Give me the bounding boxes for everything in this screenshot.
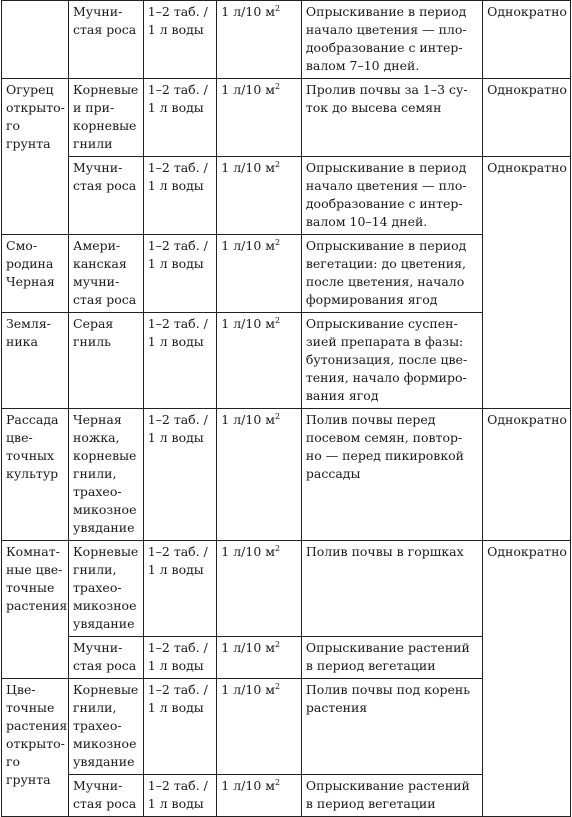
method-cell: Опрыскивание в период начало цветения — пло- дообразование с интер- валом 10–14 дней.: [301, 157, 482, 235]
dose-cell: 1–2 таб. / 1 л воды: [143, 409, 217, 541]
rate-cell: 1 л/10 $м^2$: [217, 313, 302, 409]
rate-cell: 1 л/10 $м^2$: [217, 79, 302, 157]
disease-cell: Корневые и при- корневые гнили: [69, 79, 144, 157]
crop-cell: Смо- родина Черная: [2, 235, 69, 313]
method-cell: Опрыскивание в период начало цветения — пло- дообразование с интер- валом 7–10 дней.: [301, 1, 482, 79]
method-cell: Опрыскивание растений в период вегетации: [301, 775, 482, 817]
disease-cell: Серая гниль: [69, 313, 144, 409]
method-cell: Полив почвы перед посевом семян, повтор- но — перед пикировкой рассады: [301, 409, 482, 541]
disease-cell: Мучни- стая роса: [69, 637, 144, 679]
method-cell: Полив почвы под корень растения: [301, 679, 482, 775]
table-row: [2, 157, 571, 235]
method-cell: Опрыскивание растений в период вегетации: [301, 637, 482, 679]
rate-cell: 1 л/10 $м^2$: [217, 235, 302, 313]
method-cell: Опрыскивание в период вегетации: до цветения, после цветения, начало формирования ягод: [301, 235, 482, 313]
frequency-cell: Однократно: [483, 157, 571, 409]
method-cell: Опрыскивание суспен- зией препарата в фазы: бутонизация, после цве- тения, начало формиро- вания ягод: [301, 313, 482, 409]
dose-cell: 1–2 таб. / 1 л воды: [143, 637, 217, 679]
table-row: [2, 409, 571, 541]
disease-cell: Черная ножка, корневые гнили, трахео- микозное увядание: [69, 409, 144, 541]
frequency-cell: Однократно: [483, 541, 571, 817]
crop-cell: Комнат- ные цве- точные растения: [2, 541, 69, 679]
disease-cell: Корневые гнили, трахео- микозное увядание: [69, 679, 144, 775]
rate-cell: 1 л/10 $м^2$: [217, 409, 302, 541]
method-cell: Полив почвы в горшках: [301, 541, 482, 637]
dose-cell: 1–2 таб. / 1 л воды: [143, 235, 217, 313]
crop-cell: Рассада цве- точных культур: [2, 409, 69, 541]
disease-cell: Мучни- стая роса: [69, 157, 144, 235]
dose-cell: 1–2 таб. / 1 л воды: [143, 775, 217, 817]
frequency-cell: Однократно: [483, 79, 571, 157]
rate-cell: 1 л/10 $м^2$: [217, 637, 302, 679]
rate-cell: 1 л/10 $м^2$: [217, 679, 302, 775]
dose-cell: 1–2 таб. / 1 л воды: [143, 157, 217, 235]
rate-cell: 1 л/10 $м^2$: [217, 775, 302, 817]
table-row: [2, 1, 571, 79]
disease-cell: Амери- канская мучни- стая роса: [69, 235, 144, 313]
crop-cell: Огурец открыто- го грунта: [2, 79, 69, 235]
table-row: [2, 79, 571, 157]
treatment-table: [1, 0, 571, 817]
disease-cell: Корневые гнили, трахео- микозное увядание: [69, 541, 144, 637]
rate-cell: 1 л/10 $м^2$: [217, 1, 302, 79]
crop-cell: [2, 1, 69, 79]
dose-cell: 1–2 таб. / 1 л воды: [143, 313, 217, 409]
dose-cell: 1–2 таб. / 1 л воды: [143, 79, 217, 157]
frequency-cell: Однократно: [483, 409, 571, 541]
dose-cell: 1–2 таб. / 1 л воды: [143, 541, 217, 637]
dose-cell: 1–2 таб. / 1 л воды: [143, 1, 217, 79]
disease-cell: Мучни- стая роса: [69, 775, 144, 817]
disease-cell: Мучни- стая роса: [69, 1, 144, 79]
table-row: [2, 541, 571, 637]
crop-cell: Земля- ника: [2, 313, 69, 409]
dose-cell: 1–2 таб. / 1 л воды: [143, 679, 217, 775]
crop-cell: Цве- точные растения открыто- го грунта: [2, 679, 69, 817]
rate-cell: 1 л/10 $м^2$: [217, 541, 302, 637]
rate-cell: 1 л/10 $м^2$: [217, 157, 302, 235]
method-cell: Пролив почвы за 1–3 су- ток до высева семян: [301, 79, 482, 157]
frequency-cell: Однократно: [483, 1, 571, 79]
